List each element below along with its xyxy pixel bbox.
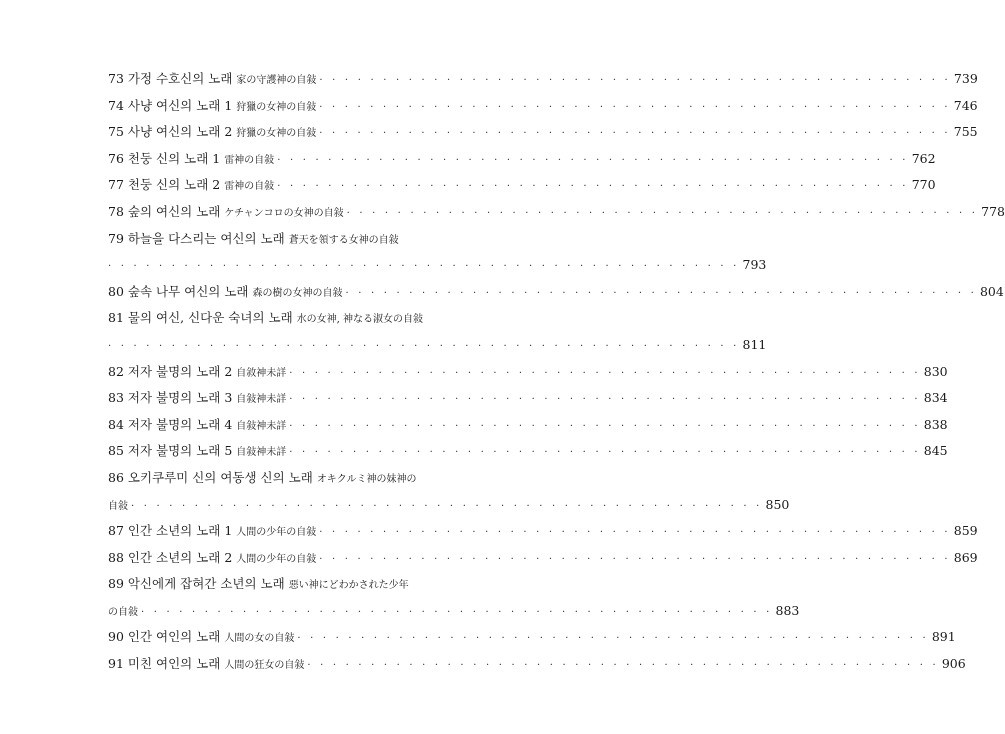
toc-entry-japanese-title: 自敍神未詳 <box>236 420 287 432</box>
toc-row <box>108 465 428 492</box>
toc-entry-korean-title: 73 가정 수호신의 노래 <box>108 71 233 86</box>
dot-leader <box>297 626 929 653</box>
toc-page-number: 883 <box>775 602 800 618</box>
toc-page-number: 830 <box>923 363 948 379</box>
toc-row <box>108 93 978 120</box>
toc-entry-japanese-title: 自敍 <box>108 500 128 512</box>
dot-leader <box>141 600 773 627</box>
toc-entry-title <box>108 651 304 680</box>
dot-leader <box>345 281 977 308</box>
toc-row <box>108 305 428 332</box>
dot-leader <box>319 68 951 95</box>
toc-entry-title <box>108 226 398 255</box>
toc-entry-title <box>108 492 128 521</box>
dot-leader <box>319 547 951 574</box>
toc-entry-japanese-title: 雷神の自敍 <box>224 181 275 193</box>
toc-entry-title <box>108 518 316 547</box>
toc-entry-korean-title: 80 숲속 나무 여신의 노래 <box>108 283 249 299</box>
toc-entry-korean-title: 88 인간 소년의 노래 2 <box>108 549 233 565</box>
toc-entry-japanese-title: 森の樹の女神の自敍 <box>252 287 343 299</box>
toc-entry-title <box>108 545 316 574</box>
toc-entry-japanese-title: 自敘神未詳 <box>236 367 287 379</box>
toc-entry-korean-title: 74 사냥 여신의 노래 1 <box>108 97 233 113</box>
toc-row <box>108 651 966 678</box>
toc-page-number: 778 <box>981 203 1005 219</box>
toc-entry-korean-title: 81 물의 여신, 신다운 숙녀의 노래 <box>108 310 293 326</box>
toc-entry-japanese-title: 家の守護神の自敍 <box>236 75 317 86</box>
toc-row <box>108 598 800 625</box>
dot-leader <box>108 254 740 281</box>
toc-row <box>108 438 948 465</box>
toc-entry-korean-title: 76 천둥 신의 노래 1 <box>108 150 221 166</box>
toc-entry-title <box>108 624 294 653</box>
toc-entry-japanese-title: 蒼天を領する女神の自敍 <box>288 234 399 246</box>
toc-entry-title <box>108 598 138 627</box>
toc-row <box>108 172 936 199</box>
toc-entry-korean-title: 78 숲의 여신의 노래 <box>108 203 221 219</box>
toc-entry-korean-title: 86 오키쿠루미 신의 여동생 신의 노래 <box>108 469 313 485</box>
toc-row <box>108 119 978 146</box>
toc-entry-japanese-title: 狩獵の女神の自敍 <box>236 128 317 140</box>
toc-entry-japanese-title: ケチャンコロの女神の自敍 <box>224 207 344 219</box>
toc-entry-korean-title: 79 하늘을 다스리는 여신의 노래 <box>108 230 285 246</box>
toc-entry-japanese-title: 雷神の自敍 <box>224 154 275 166</box>
toc-row <box>108 146 936 173</box>
dot-leader <box>108 334 740 361</box>
toc-entry-title <box>108 279 342 308</box>
toc-entry-title <box>108 93 316 122</box>
toc-page-number: 770 <box>911 177 936 193</box>
dot-leader <box>289 440 921 467</box>
toc-row <box>108 252 767 279</box>
toc-page-number: 739 <box>953 71 978 86</box>
toc-page-number: 845 <box>923 443 948 459</box>
toc-entry-japanese-title: 狩獵の女神の自敍 <box>236 101 317 113</box>
dot-leader <box>347 201 979 228</box>
toc-page-number: 746 <box>953 97 978 113</box>
toc-entry-korean-title: 85 저자 불명의 노래 5 <box>108 443 233 459</box>
toc-entry-title <box>108 66 316 95</box>
toc-entry-title <box>108 359 286 388</box>
dot-leader <box>277 174 909 201</box>
toc-entry-japanese-title: 人間の女の自敍 <box>224 633 295 645</box>
toc-row <box>108 226 428 253</box>
toc-entry-title <box>108 412 286 441</box>
toc-row <box>108 492 790 519</box>
toc-row <box>108 332 767 359</box>
toc-row <box>108 412 948 439</box>
toc-entry-korean-title: 87 인간 소년의 노래 1 <box>108 523 233 539</box>
toc-entry-korean-title: 91 미친 여인의 노래 <box>108 656 221 672</box>
toc-entry-korean-title: 89 악신에게 잡혀간 소년의 노래 <box>108 576 285 592</box>
toc-row <box>108 279 1004 306</box>
toc-page-number: 804 <box>979 283 1004 299</box>
toc-row <box>108 624 956 651</box>
dot-leader <box>277 148 909 175</box>
toc-row <box>108 545 978 572</box>
toc-entry-title <box>108 571 409 600</box>
toc-entry-title <box>108 385 286 414</box>
toc-entry-title <box>108 172 274 201</box>
toc-entry-korean-title: 83 저자 불명의 노래 3 <box>108 390 233 406</box>
toc-entry-japanese-title: 自敍神未詳 <box>236 447 287 459</box>
toc-row <box>108 518 978 545</box>
toc-entry-title <box>108 119 316 148</box>
toc-row <box>108 359 948 386</box>
toc-entry-title <box>108 438 286 467</box>
toc-entry-title <box>108 305 423 334</box>
dot-leader <box>319 520 951 547</box>
dot-leader <box>307 653 939 680</box>
dot-leader <box>289 361 921 388</box>
toc-page-number: 859 <box>953 523 978 539</box>
toc-page-number: 850 <box>765 496 790 512</box>
toc-row <box>108 571 428 598</box>
toc-entry-japanese-title: 自敍神未詳 <box>236 394 287 406</box>
toc-entry-korean-title: 84 저자 불명의 노래 4 <box>108 416 233 432</box>
dot-leader <box>289 387 921 414</box>
toc-page-number: 891 <box>931 629 956 645</box>
toc-entry-korean-title: 77 천둥 신의 노래 2 <box>108 177 221 193</box>
toc-entry-japanese-title: 水の女神, 神なる淑女の自敍 <box>296 314 423 326</box>
toc-entry-title <box>108 146 274 175</box>
toc-row <box>108 199 1005 226</box>
toc-page-number: 755 <box>953 124 978 140</box>
toc-row <box>108 385 948 412</box>
dot-leader <box>289 414 921 441</box>
toc-entry-title <box>108 199 344 228</box>
toc-page-number: 811 <box>742 336 767 352</box>
dot-leader <box>319 121 951 148</box>
toc-entry-japanese-title: 人間の狂女の自敍 <box>224 660 305 672</box>
toc-entry-title <box>108 465 417 494</box>
toc-entry-korean-title: 90 인간 여인의 노래 <box>108 629 221 645</box>
toc-page-number: 838 <box>923 416 948 432</box>
toc-entry-japanese-title: 惡い神にどわかされた少年 <box>288 580 409 592</box>
dot-leader <box>319 95 951 122</box>
toc-entry-korean-title: 82 저자 불명의 노래 2 <box>108 363 233 379</box>
toc-entry-japanese-title: 人間の少年の自敍 <box>236 553 317 565</box>
toc-row <box>108 66 978 93</box>
toc-page-number: 906 <box>941 656 966 672</box>
table-of-contents <box>108 66 1005 678</box>
toc-page-number: 793 <box>742 257 767 273</box>
toc-entry-korean-title: 75 사냥 여신의 노래 2 <box>108 124 233 140</box>
toc-page-number: 869 <box>953 549 978 565</box>
toc-page-number: 834 <box>923 390 948 406</box>
toc-entry-japanese-title: の自敍 <box>108 606 138 618</box>
toc-entry-japanese-title: オキクルミ神の妹神の <box>316 473 417 485</box>
dot-leader <box>131 494 763 521</box>
toc-page-number: 762 <box>911 150 936 166</box>
toc-entry-japanese-title: 人間の少年の自敍 <box>236 527 317 539</box>
